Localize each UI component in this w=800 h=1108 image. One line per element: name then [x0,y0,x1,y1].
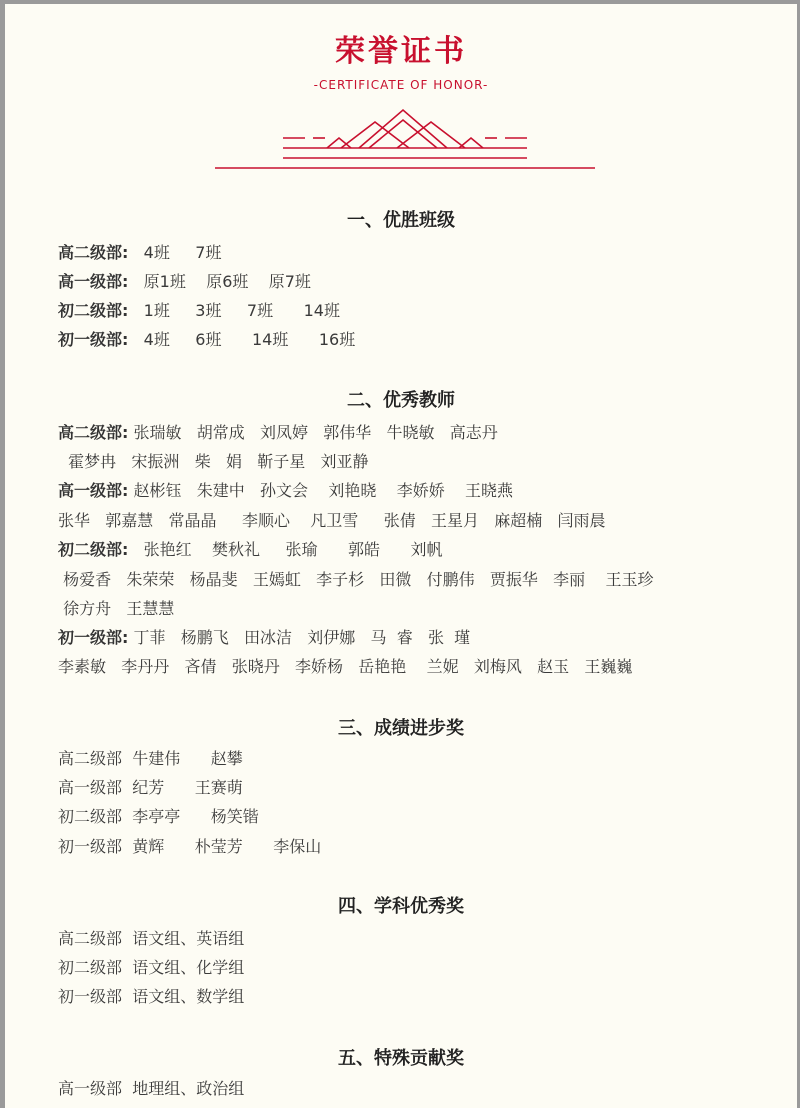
section-title-excellent-teachers: 二、优秀教师 [347,390,455,411]
list-item: 高一级部 地理组、政治组 [58,1079,245,1098]
list-item: 杨爱香 朱荣荣 杨晶斐 王嫣虹 李子杉 田微 付鹏伟 贾振华 李丽 王玉珍 [58,570,654,589]
list-item: 初二级部 李亭亭 杨笑锴 [58,807,259,826]
list-item: 高一级部 纪芳 王赛萌 [58,778,243,797]
list-item: 高一级部: 原1班 原6班 原7班 [58,272,311,291]
list-item: 高二级部 牛建伟 赵攀 [58,749,243,768]
section-title-subject-award: 四、学科优秀奖 [338,896,464,917]
list-item: 初一级部 黄辉 朴莹芳 李保山 [58,837,322,856]
list-item: 张华 郭嘉慧 常晶晶 李顺心 凡卫雪 张倩 王星月 麻超楠 闫雨晨 [58,511,606,530]
list-item: 初二级部 语文组、化学组 [58,958,245,977]
list-item: 高二级部: 张瑞敏 胡常成 刘凤婷 郭伟华 牛晓敏 高志丹 [58,423,498,442]
certificate-subtitle: -CERTIFICATE OF HONOR- [313,78,489,92]
list-item: 高二级部: 4班 7班 [58,243,222,262]
list-item: 初一级部: 4班 6班 14班 16班 [58,330,356,349]
certificate-title: 荣誉证书 [335,34,467,69]
list-item: 初二级部: 1班 3班 7班 14班 [58,301,340,320]
list-item: 初一级部 语文组、数学组 [58,987,245,1006]
list-item: 高二级部 语文组、英语组 [58,929,245,948]
list-item: 初二级部: 张艳红 樊秋礼 张瑜 郭皓 刘帆 [58,540,443,559]
list-item: 霍梦冉 宋振洲 柴 娟 靳子星 刘亚静 [58,452,369,471]
section-title-progress-award: 三、成绩进步奖 [338,718,464,739]
mountain-ornament-icon [209,102,601,172]
section-title-special-contribution: 五、特殊贡献奖 [338,1048,464,1069]
list-item: 李素敏 李丹丹 吝倩 张晓丹 李娇杨 岳艳艳 兰妮 刘梅风 赵玉 王巍巍 [58,657,633,676]
list-item: 徐方舟 王慧慧 [58,599,175,618]
list-item: 初一级部: 丁菲 杨鹏飞 田冰洁 刘伊娜 马 睿 张 瑾 [58,628,471,647]
section-title-winning-classes: 一、优胜班级 [347,210,455,231]
list-item: 高一级部: 赵彬钰 朱建中 孙文会 刘艳晓 李娇娇 王晓燕 [58,481,514,500]
